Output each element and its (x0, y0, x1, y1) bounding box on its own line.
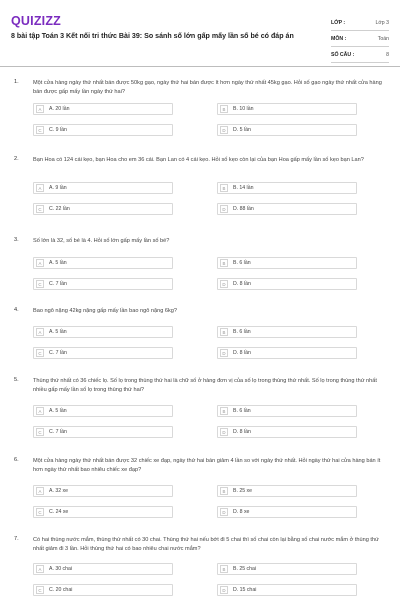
option-text: B. 6 lần (233, 260, 251, 266)
answer-option-b[interactable] (217, 405, 357, 417)
option-text: D. 15 chai (233, 587, 257, 593)
answer-option-a[interactable] (33, 405, 173, 417)
option-letter: B (220, 328, 228, 336)
option-letter: A (36, 407, 44, 415)
answer-option-b[interactable] (217, 563, 357, 575)
meta-label: SỐ CÂU : (331, 51, 355, 58)
option-letter: C (36, 586, 44, 594)
option-text: B. 14 lần (233, 185, 254, 191)
option-text: A. 5 lần (49, 260, 67, 266)
page-title: 8 bài tập Toán 3 Kết nối tri thức Bài 39: So sánh số lớn gấp mấy lần số bé có đáp án (11, 32, 294, 40)
question-text: Có hai thùng nước mắm, thùng thứ nhất có 30 chai. Thùng thứ hai nếu bớt đi 5 chai thì số chai còn lại bằng số chai nước mắm ở thùng thứ nhất giảm đi 3 lần. Hỏi thùng thứ hai có bao nhiêu chai nước mắm? (33, 537, 379, 552)
answer-option-d[interactable] (217, 278, 357, 290)
question-number: 1. (14, 79, 19, 85)
question-number: 4. (14, 307, 19, 313)
option-text: B. 6 lần (233, 408, 251, 414)
answer-option-c[interactable] (33, 584, 173, 596)
option-text: D. 8 lần (233, 350, 251, 356)
option-text: A. 5 lần (49, 329, 67, 335)
option-text: D. 8 xe (233, 509, 250, 515)
answer-option-c[interactable] (33, 124, 173, 136)
question-text: Thùng thứ nhất có 36 chiếc lọ. Số lọ trong thùng thứ hai là chữ số ở hàng đơn vị của số lọ trong thùng thứ nhất. Số lọ trong thùng thứ nhất nhiều gấp mấy lần số lọ trong thùng thứ hai? (33, 378, 377, 393)
option-letter: B (220, 184, 228, 192)
question-text: Bạn Hoa có 124 cái kẹo, bạn Hoa cho em 36 cái. Bạn Lan có 4 cái kẹo. Hỏi số kẹo còn lại của bạn Hoa gấp mấy lần số kẹo bạn Lan? (33, 157, 364, 163)
meta-row-subject (331, 31, 389, 47)
answer-option-a[interactable] (33, 103, 173, 115)
worksheet-header (0, 0, 400, 67)
option-text: C. 9 lần (49, 127, 67, 133)
option-text: C. 7 lần (49, 281, 67, 287)
question-text: Số lớn là 32, số bé là 4. Hỏi số lớn gấp mấy lần số bé? (33, 238, 170, 244)
option-text: D. 5 lần (233, 127, 251, 133)
meta-value: Toán (377, 35, 389, 42)
question-number: 2. (14, 156, 19, 162)
option-text: C. 7 lần (49, 429, 67, 435)
answer-option-c[interactable] (33, 278, 173, 290)
question-number: 6. (14, 457, 19, 463)
option-letter: B (220, 565, 228, 573)
answer-option-c[interactable] (33, 426, 173, 438)
option-letter: B (220, 407, 228, 415)
option-letter: B (220, 105, 228, 113)
option-text: A. 32 xe (49, 488, 69, 494)
answer-option-b[interactable] (217, 103, 357, 115)
option-letter: B (220, 487, 228, 495)
option-letter: A (36, 184, 44, 192)
answer-option-c[interactable] (33, 347, 173, 359)
answer-option-a[interactable] (33, 182, 173, 194)
option-text: D. 88 lần (233, 206, 254, 212)
meta-value: 8 (386, 51, 389, 58)
option-letter: C (36, 428, 44, 436)
answer-option-d[interactable] (217, 347, 357, 359)
option-text: A. 30 chai (49, 566, 73, 572)
option-letter: C (36, 280, 44, 288)
option-text: A. 5 lần (49, 408, 67, 414)
answer-option-a[interactable] (33, 563, 173, 575)
option-letter: D (220, 205, 228, 213)
question-text: Một cửa hàng ngày thứ nhất bán được 32 chiếc xe đạp, ngày thứ hai bán giảm 4 lần so với ngày thứ nhất. Hỏi ngày thứ hai cửa hàng bán ít hơn ngày thứ nhất bao nhiêu chiếc xe đạp? (33, 458, 381, 473)
answer-option-d[interactable] (217, 506, 357, 518)
answer-option-a[interactable] (33, 257, 173, 269)
answer-option-b[interactable] (217, 326, 357, 338)
answer-option-d[interactable] (217, 426, 357, 438)
meta-table (331, 15, 389, 63)
option-letter: A (36, 259, 44, 267)
option-letter: D (220, 586, 228, 594)
option-text: C. 7 lần (49, 350, 67, 356)
question-text: Một cửa hàng ngày thứ nhất bán được 50kg gạo, ngày thứ hai bán được ít hơn ngày thứ nhất 45kg gạo. Hỏi số gạo ngày thứ nhất cửa hàng bán được gấp mấy lần ngày thứ hai? (33, 80, 382, 95)
option-text: B. 25 chai (233, 566, 257, 572)
question-number: 7. (14, 536, 19, 542)
option-text: A. 20 lần (49, 106, 70, 112)
option-text: D. 8 lần (233, 429, 251, 435)
meta-row-class (331, 15, 389, 31)
option-letter: D (220, 428, 228, 436)
answer-option-d[interactable] (217, 203, 357, 215)
question-number: 5. (14, 377, 19, 383)
option-letter: C (36, 205, 44, 213)
question-number: 3. (14, 237, 19, 243)
option-letter: A (36, 487, 44, 495)
question-text: Bao ngô nặng 42kg nặng gấp mấy lần bao ngô nặng 6kg? (33, 308, 178, 314)
option-letter: D (220, 280, 228, 288)
answer-option-b[interactable] (217, 182, 357, 194)
meta-row-count (331, 47, 389, 63)
option-text: D. 8 lần (233, 281, 251, 287)
option-letter: D (220, 508, 228, 516)
meta-label: MÔN : (331, 35, 347, 42)
option-text: C. 24 xe (49, 509, 69, 515)
option-text: B. 25 xe (233, 488, 253, 494)
option-letter: C (36, 508, 44, 516)
option-text: C. 20 chai (49, 587, 73, 593)
option-letter: C (36, 349, 44, 357)
option-text: B. 6 lần (233, 329, 251, 335)
answer-option-a[interactable] (33, 485, 173, 497)
answer-option-d[interactable] (217, 124, 357, 136)
option-letter: A (36, 565, 44, 573)
option-letter: A (36, 105, 44, 113)
option-letter: D (220, 349, 228, 357)
option-letter: D (220, 126, 228, 134)
option-letter: B (220, 259, 228, 267)
quizizz-logo: QUIZIZZ (11, 14, 62, 28)
answer-option-a[interactable] (33, 326, 173, 338)
answer-option-b[interactable] (217, 485, 357, 497)
answer-option-b[interactable] (217, 257, 357, 269)
answer-option-c[interactable] (33, 506, 173, 518)
answer-option-d[interactable] (217, 584, 357, 596)
option-text: B. 10 lần (233, 106, 254, 112)
option-letter: C (36, 126, 44, 134)
meta-value: Lớp 3 (375, 19, 389, 26)
meta-label: LỚP : (331, 19, 346, 26)
option-text: C. 22 lần (49, 206, 70, 212)
option-letter: A (36, 328, 44, 336)
answer-option-c[interactable] (33, 203, 173, 215)
option-text: A. 9 lần (49, 185, 67, 191)
